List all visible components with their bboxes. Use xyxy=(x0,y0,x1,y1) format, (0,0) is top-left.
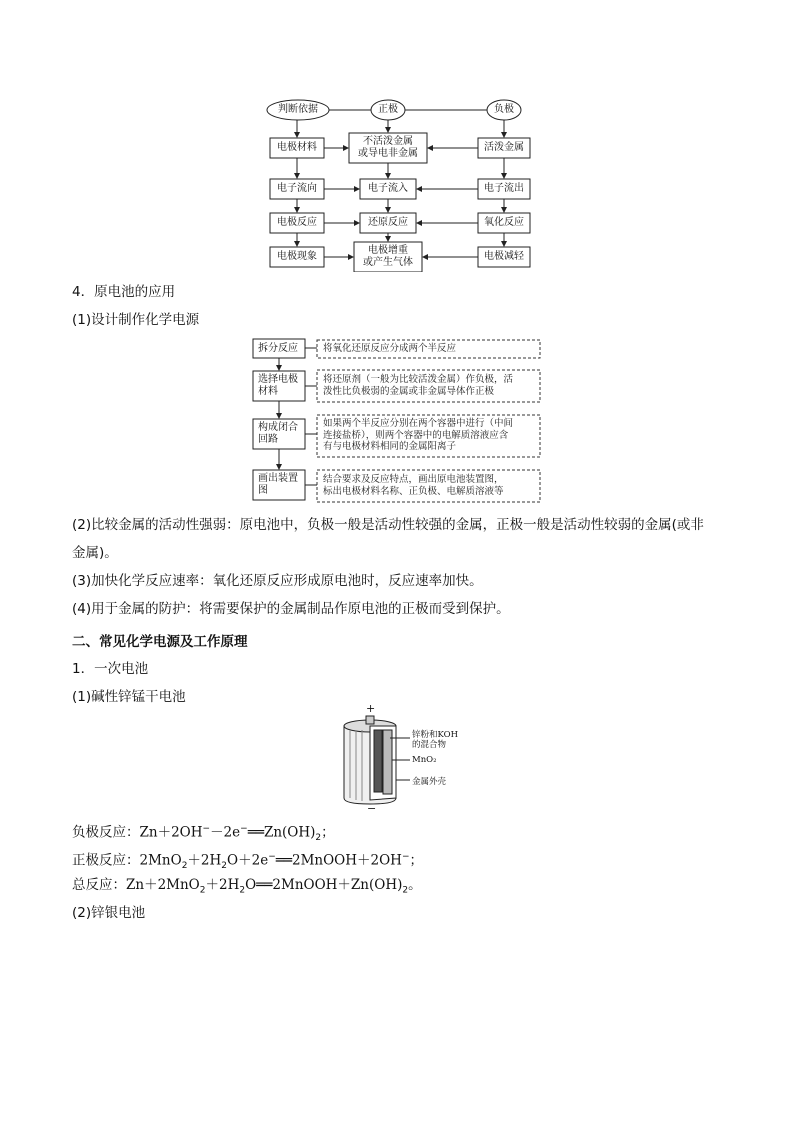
positive-electron-flow: 电子流入 xyxy=(368,183,408,194)
battery-label-line1: 锌粉和KOH xyxy=(412,730,459,740)
para2-line2: 金属)。 xyxy=(72,545,118,561)
battery-label-line2: 的混合物 xyxy=(412,740,447,750)
header-positive: 正极 xyxy=(378,104,398,115)
para2-line1: (2)比较金属的活动性强弱：原电池中，负极一般是活动性较强的金属，正极一般是活动性较弱的金属(或非 xyxy=(72,517,704,533)
positive-phenomenon-line1: 电极增重 xyxy=(368,245,408,256)
total-reaction-equation xyxy=(72,876,422,900)
eq-neg-sup2: − xyxy=(240,824,248,834)
eq-total-prefix: 总反应： xyxy=(72,877,126,893)
eq-total-sub1: 2 xyxy=(199,885,206,896)
battery-label-mno2: MnO₂ xyxy=(412,755,437,765)
desc-closed-circuit-line3: 有与电极材料相同的金属阳离子 xyxy=(323,441,457,452)
eq-neg-sup1: − xyxy=(202,824,211,834)
positive-material-line2: 或导电非金属 xyxy=(358,148,418,159)
negative-reaction: 氧化反应 xyxy=(484,217,524,228)
negative-phenomenon: 电极减轻 xyxy=(484,251,524,262)
desc-closed-circuit xyxy=(323,418,513,453)
desc-closed-circuit-line2: 连接盐桥），则两个容器中的电解质溶液应含 xyxy=(323,429,509,441)
negative-reaction-equation xyxy=(72,820,335,847)
eq-pos-part-b: ＋2H xyxy=(187,852,222,869)
positive-material-line1: 不活泼金属 xyxy=(363,136,413,147)
eq-total-sub3: 2 xyxy=(402,885,409,896)
header-negative: 负极 xyxy=(494,104,514,115)
zinc-silver-battery-title: (2)锌银电池 xyxy=(72,905,146,921)
criterion-reaction: 电极反应 xyxy=(277,217,317,228)
eq-pos-part-c: O＋2e xyxy=(227,852,269,869)
eq-pos-sup1: − xyxy=(268,852,276,862)
eq-pos-prefix: 正极反应： xyxy=(72,852,140,869)
desc-choose-electrode-line2: 泼性比负极弱的金属或非金属导体作正极 xyxy=(323,385,495,397)
eq-neg-part-b: －2e xyxy=(210,824,241,841)
positive-phenomenon xyxy=(354,242,422,272)
step-choose-electrode-line2: 材料 xyxy=(258,386,278,397)
primary-battery-title: 1．一次电池 xyxy=(72,661,149,677)
eq-pos-sup2: − xyxy=(401,852,410,862)
eq-total-part-c: O══2MnOOH＋Zn(OH) xyxy=(245,877,403,893)
criterion-material: 电极材料 xyxy=(277,142,317,153)
eq-total-sub2: 2 xyxy=(239,885,246,896)
eq-total-end: 。 xyxy=(408,877,422,893)
desc-draw-diagram-line1: 结合要求及反应特点，画出原电池装置图， xyxy=(323,474,504,485)
desc-choose-electrode xyxy=(323,374,513,397)
eq-neg-sub1: 2 xyxy=(315,833,322,844)
eq-pos-part-a: 2MnO xyxy=(139,852,182,869)
eq-total-part-b: ＋2H xyxy=(205,877,240,893)
positive-phenomenon-line2: 或产生气体 xyxy=(363,257,413,268)
negative-electron-flow: 电子流出 xyxy=(484,183,524,194)
alkaline-battery-title: (1)碱性锌锰干电池 xyxy=(72,689,186,705)
step-split-reaction: 拆分反应 xyxy=(258,343,298,354)
eq-pos-part-d: ══2MnOOH＋2OH xyxy=(275,852,402,869)
desc-closed-circuit-line1: 如果两个半反应分别在两个容器中进行（中间 xyxy=(323,418,514,429)
positive-material xyxy=(349,133,427,163)
battery-design-flowchart xyxy=(250,336,545,508)
battery-label-shell: 金属外壳 xyxy=(412,777,447,787)
section4-title: 4．原电池的应用 xyxy=(72,284,176,300)
step-draw-diagram-line1: 画出装置 xyxy=(258,473,298,484)
eq-total-part-a: Zn＋2MnO xyxy=(126,877,200,893)
para3: (3)加快化学反应速率：氧化还原反应形成原电池时，反应速率加快。 xyxy=(72,573,483,589)
section2-title: 二、常见化学电源及工作原理 xyxy=(72,634,248,650)
step-closed-circuit-line2: 回路 xyxy=(258,434,278,445)
header-criterion: 判断依据 xyxy=(278,104,318,115)
positive-reaction-equation xyxy=(72,848,423,875)
positive-reaction: 还原反应 xyxy=(368,217,408,228)
negative-material: 活泼金属 xyxy=(484,142,524,153)
eq-neg-part-a: Zn＋2OH xyxy=(139,824,203,841)
desc-choose-electrode-line1: 将还原剂（一般为比较活泼金属）作负极，活 xyxy=(323,374,514,385)
battery-plus-sign: + xyxy=(366,702,376,715)
step-closed-circuit xyxy=(258,422,298,446)
step-draw-diagram xyxy=(258,473,298,497)
battery-drawing xyxy=(330,708,470,812)
criterion-phenomenon: 电极现象 xyxy=(277,251,317,262)
desc-draw-diagram-line2: 标出电极材料名称、正负极、电解质溶液等 xyxy=(323,485,504,497)
electrode-comparison-flowchart xyxy=(260,96,550,272)
eq-pos-sub2: 2 xyxy=(221,861,228,872)
eq-neg-prefix: 负极反应： xyxy=(72,824,140,841)
eq-pos-sub1: 2 xyxy=(181,861,188,872)
eq-pos-end: ； xyxy=(409,852,423,869)
step-draw-diagram-line2: 图 xyxy=(258,485,268,496)
sub1-title: (1)设计制作化学电源 xyxy=(72,312,200,328)
criterion-electron-flow: 电子流向 xyxy=(277,183,317,194)
para4: (4)用于金属的防护：将需要保护的金属制品作原电池的正极而受到保护。 xyxy=(72,601,510,617)
battery-label-zinc-koh xyxy=(412,730,458,750)
eq-neg-end: ； xyxy=(321,824,335,841)
step-choose-electrode-line1: 选择电极 xyxy=(258,374,298,385)
eq-neg-part-c: ══Zn(OH) xyxy=(247,824,316,841)
step-choose-electrode xyxy=(258,374,298,398)
desc-split-reaction: 将氧化还原反应分成两个半反应 xyxy=(323,343,457,354)
alkaline-battery-diagram xyxy=(330,702,470,815)
battery-minus-sign: − xyxy=(367,802,377,815)
desc-draw-diagram xyxy=(323,474,504,497)
step-closed-circuit-line1: 构成闭合 xyxy=(258,422,298,433)
